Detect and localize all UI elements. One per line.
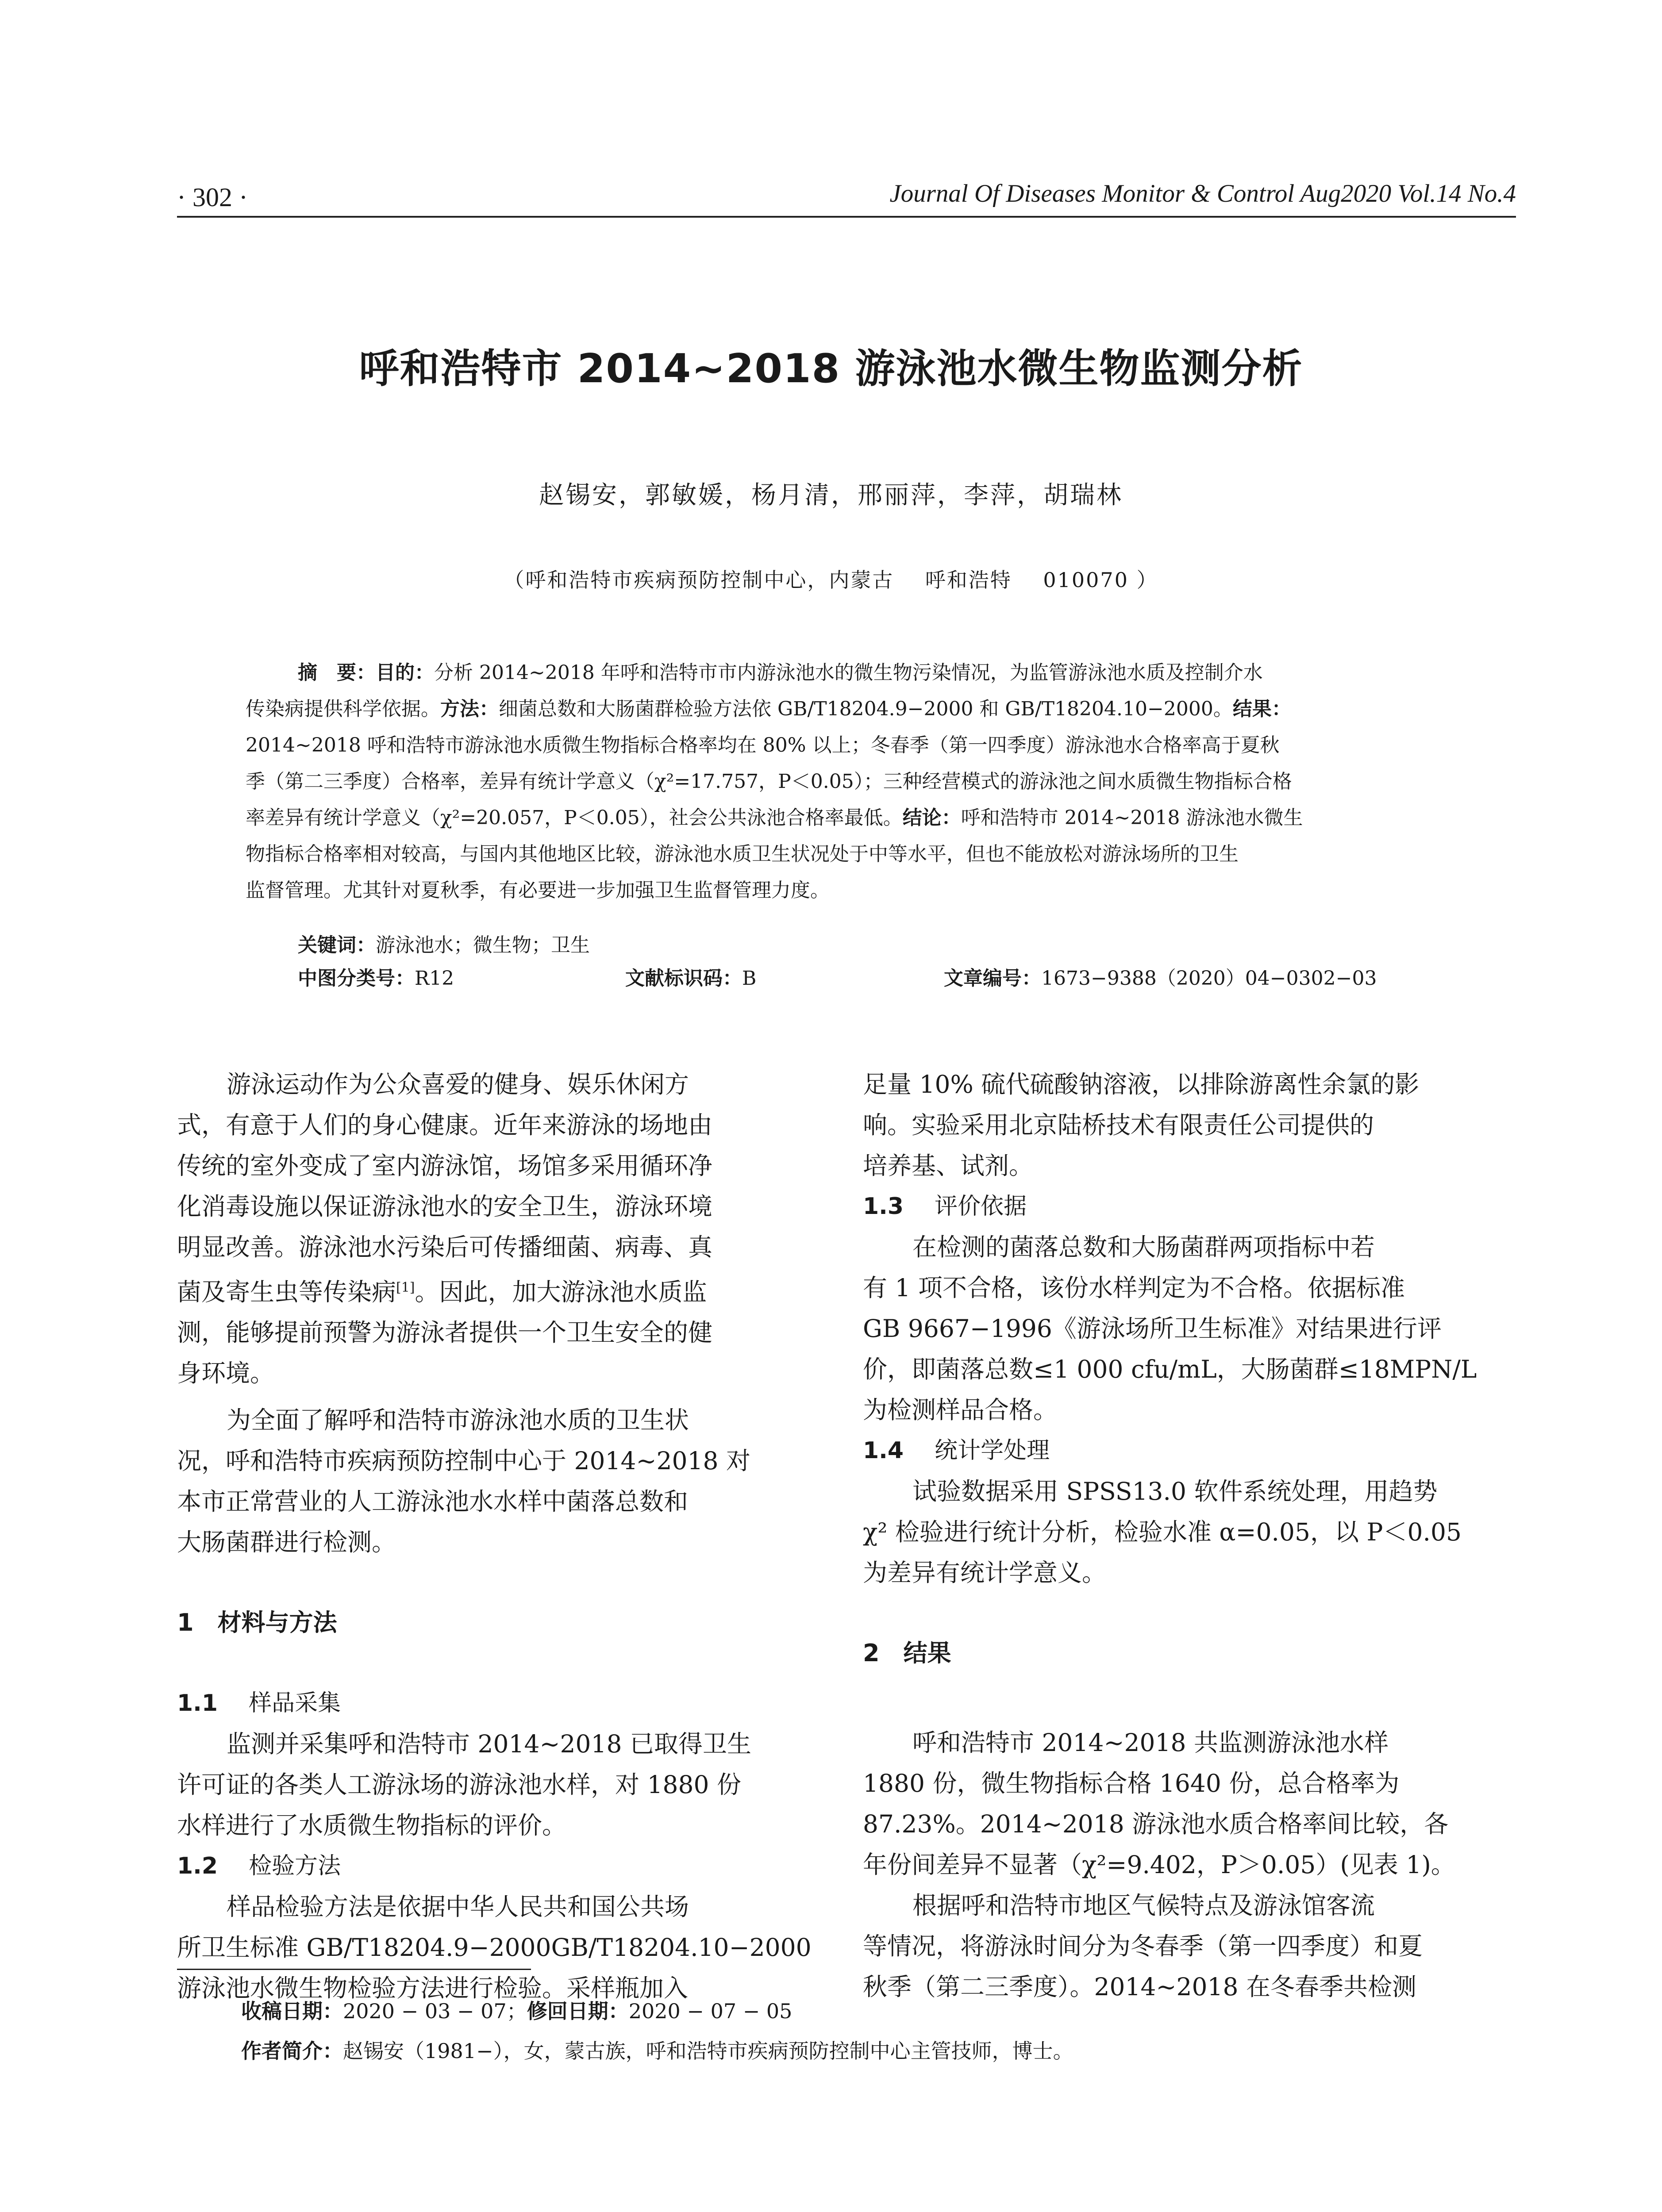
result-label: 结果： <box>1232 698 1291 720</box>
right-column: 足量 10% 硫代硫酸钠溶液，以排除游离性余氯的影 响。实验采用北京陆桥技术有限责任公司提供的 培养基、试剂。 1.3 评价依据 在检测的菌落总数和大肠菌群两项指标中若 有 1 项不合格，该份水样判定为不合格。依据标准 GB 9667−1996《游泳场所卫生标准》对结果进行评 价，即菌落总数≤1 000 cfu/mL，大肠菌群≤18MPN/L 为检测样品合格。 1.4 统计学处理 试验数据采用 SPSS13.0 软件系统处理，用趋势 χ² 检验进行统计分析，检验水准 α=0.05，以 P＜0.05 为差异有统计学意义。 2 结果 呼和浩特市 2014~2018 共监测游泳池水样 1880 份，微生物指标合格 1640 份，总合格率为 87.23%。2014~2018 游泳池水质合格率间比较，各 年份间差异不显著（χ²=9.402，P＞0.05）(见表 1)。 根据呼和浩特市地区气候特点及游泳馆客流 等情况，将游泳时间分为冬春季（第一四季度）和夏 秋季（第二三季度）。2014~2018 在冬春季共检测 <box>863 1064 1500 2007</box>
subsection-1-3: 1.3 评价依据 <box>863 1193 1027 1220</box>
keywords-text: 游泳池水；微生物；卫生 <box>376 934 590 956</box>
abstract-line-5: 率差异有统计学意义（χ²=20.057，P＜0.05），社会公共泳池合格率最低。结论：呼和浩特市 2014~2018 游泳池水微生 <box>246 806 1303 829</box>
paragraph-1-4: 试验数据采用 SPSS13.0 软件系统处理，用趋势 <box>912 1477 1438 1505</box>
method-text: 细菌总数和大肠菌群检验方法依 GB/T18204.9−2000 和 GB/T18204.10−2000。 <box>499 698 1233 720</box>
subsection-1-1: 1.1 样品采集 <box>177 1690 341 1717</box>
abstract-line-3: 2014~2018 呼和浩特市游泳池水质微生物指标合格率均在 80% 以上；冬春季（第一四季度）游泳池水合格率高于夏秋 <box>246 734 1280 757</box>
conclusion-label: 结论： <box>902 806 961 829</box>
paragraph-1-1: 监测并采集呼和浩特市 2014~2018 已取得卫生 <box>227 1730 751 1759</box>
subsection-1-2: 1.2 检验方法 <box>177 1853 341 1880</box>
paragraph-1-2: 样品检验方法是依据中华人民共和国公共场 <box>227 1893 689 1921</box>
document-code: 文献标识码：B <box>625 967 757 990</box>
citation-ref: [1] <box>396 1280 415 1295</box>
paragraph-1-2-continued: 足量 10% 硫代硫酸钠溶液，以排除游离性余氯的影 <box>863 1070 1420 1098</box>
received-dates: 收稿日期：2020 − 03 − 07；修回日期：2020 − 07 − 05 <box>241 1999 793 2023</box>
objective-label: 目的： <box>376 661 434 684</box>
section-heading-2: 2 结果 <box>863 1639 951 1667</box>
keywords-label: 关键词： <box>298 934 376 956</box>
abstract-line-6: 物指标合格率相对较高，与国内其他地区比较，游泳池水质卫生状况处于中等水平，但也不能放松对游泳场所的卫生 <box>246 843 1239 865</box>
abstract <box>246 655 1449 909</box>
journal-header: Journal Of Diseases Monitor & Control Aug2020 Vol.14 No.4 <box>889 180 1516 207</box>
author-bio: 作者简介：赵锡安（1981−），女，蒙古族，呼和浩特市疾病预防控制中心主管技师，博士。 <box>241 2039 1073 2063</box>
author-list: 赵锡安，郭敏媛，杨月清，邢丽萍，李萍，胡瑞林 <box>539 481 1123 510</box>
article-number: 文章编号：1673−9388（2020）04−0302−03 <box>944 967 1377 990</box>
method-label: 方法： <box>440 698 499 720</box>
clc-number: 中图分类号：R12 <box>298 967 454 990</box>
subsection-1-4: 1.4 统计学处理 <box>863 1437 1050 1464</box>
footnote-divider <box>177 1969 531 1970</box>
intro-paragraph-1: 游泳运动作为公众喜爱的健身、娱乐休闲方 <box>227 1070 689 1098</box>
classification-row <box>298 962 1448 991</box>
paragraph-1-3: 在检测的菌落总数和大肠菌群两项指标中若 <box>912 1233 1375 1261</box>
keywords <box>298 929 590 957</box>
abstract-line-4: 季（第二三季度）合格率，差异有统计学意义（χ²=17.757，P＜0.05）；三种经营模式的游泳池之间水质微生物指标合格 <box>246 770 1292 793</box>
abstract-line-1 <box>246 655 1449 691</box>
objective-text: 分析 2014~2018 年呼和浩特市市内游泳池水的微生物污染情况，为监管游泳池水质及控制介水 <box>434 661 1263 684</box>
conclusion-text: 呼和浩特市 2014~2018 游泳池水微生 <box>961 806 1303 829</box>
paragraph-2-2: 根据呼和浩特市地区气候特点及游泳馆客流 <box>912 1891 1375 1920</box>
affiliation: （呼和浩特市疾病预防控制中心，内蒙古 呼和浩特 010070 ） <box>504 568 1158 592</box>
section-heading-1: 1 材料与方法 <box>177 1609 337 1637</box>
paper-title: 呼和浩特市 2014~2018 游泳池水微生物监测分析 <box>359 346 1303 392</box>
abstract-label: 摘 要： <box>298 661 376 684</box>
left-column: 游泳运动作为公众喜爱的健身、娱乐休闲方 式，有意于人们的身心健康。近年来游泳的场地由 传统的室外变成了室内游泳馆，场馆多采用循环净 化消毒设施以保证游泳池水的安全卫生，游泳环境 明显改善。游泳池水污染后可传播细菌、病毒、真 菌及寄生虫等传染病[1]。因此，加大游泳池水质监 测，能够提前预警为游泳者提供一个卫生安全的健 身环境。 为全面了解呼和浩特市游泳池水质的卫生状 况，呼和浩特市疾病预防控制中心于 2014~2018 对 本市正常营业的人工游泳池水水样中菌落总数和 大肠菌群进行检测。 1 材料与方法 1.1 样品采集 监测并采集呼和浩特市 2014~2018 已取得卫生 许可证的各类人工游泳场的游泳池水样，对 1880 份 水样进行了水质微生物指标的评价。 1.2 检验方法 样品检验方法是依据中华人民共和国公共场 所卫生标准 GB/T18204.9−2000GB/T18204.10−2000 游泳池水微生物检验方法进行检验。采样瓶加入 <box>177 1064 814 2008</box>
paragraph-2-1: 呼和浩特市 2014~2018 共监测游泳池水样 <box>912 1728 1389 1757</box>
header-divider <box>177 216 1516 218</box>
abstract-line-2: 传染病提供科学依据。方法：细菌总数和大肠菌群检验方法依 GB/T18204.9−2000 和 GB/T18204.10−2000。结果： <box>246 698 1291 720</box>
page-number: · 302 · <box>177 183 248 212</box>
intro-paragraph-2: 为全面了解呼和浩特市游泳池水质的卫生状 <box>227 1406 689 1435</box>
abstract-line-7: 监督管理。尤其针对夏秋季，有必要进一步加强卫生监督管理力度。 <box>246 879 830 902</box>
